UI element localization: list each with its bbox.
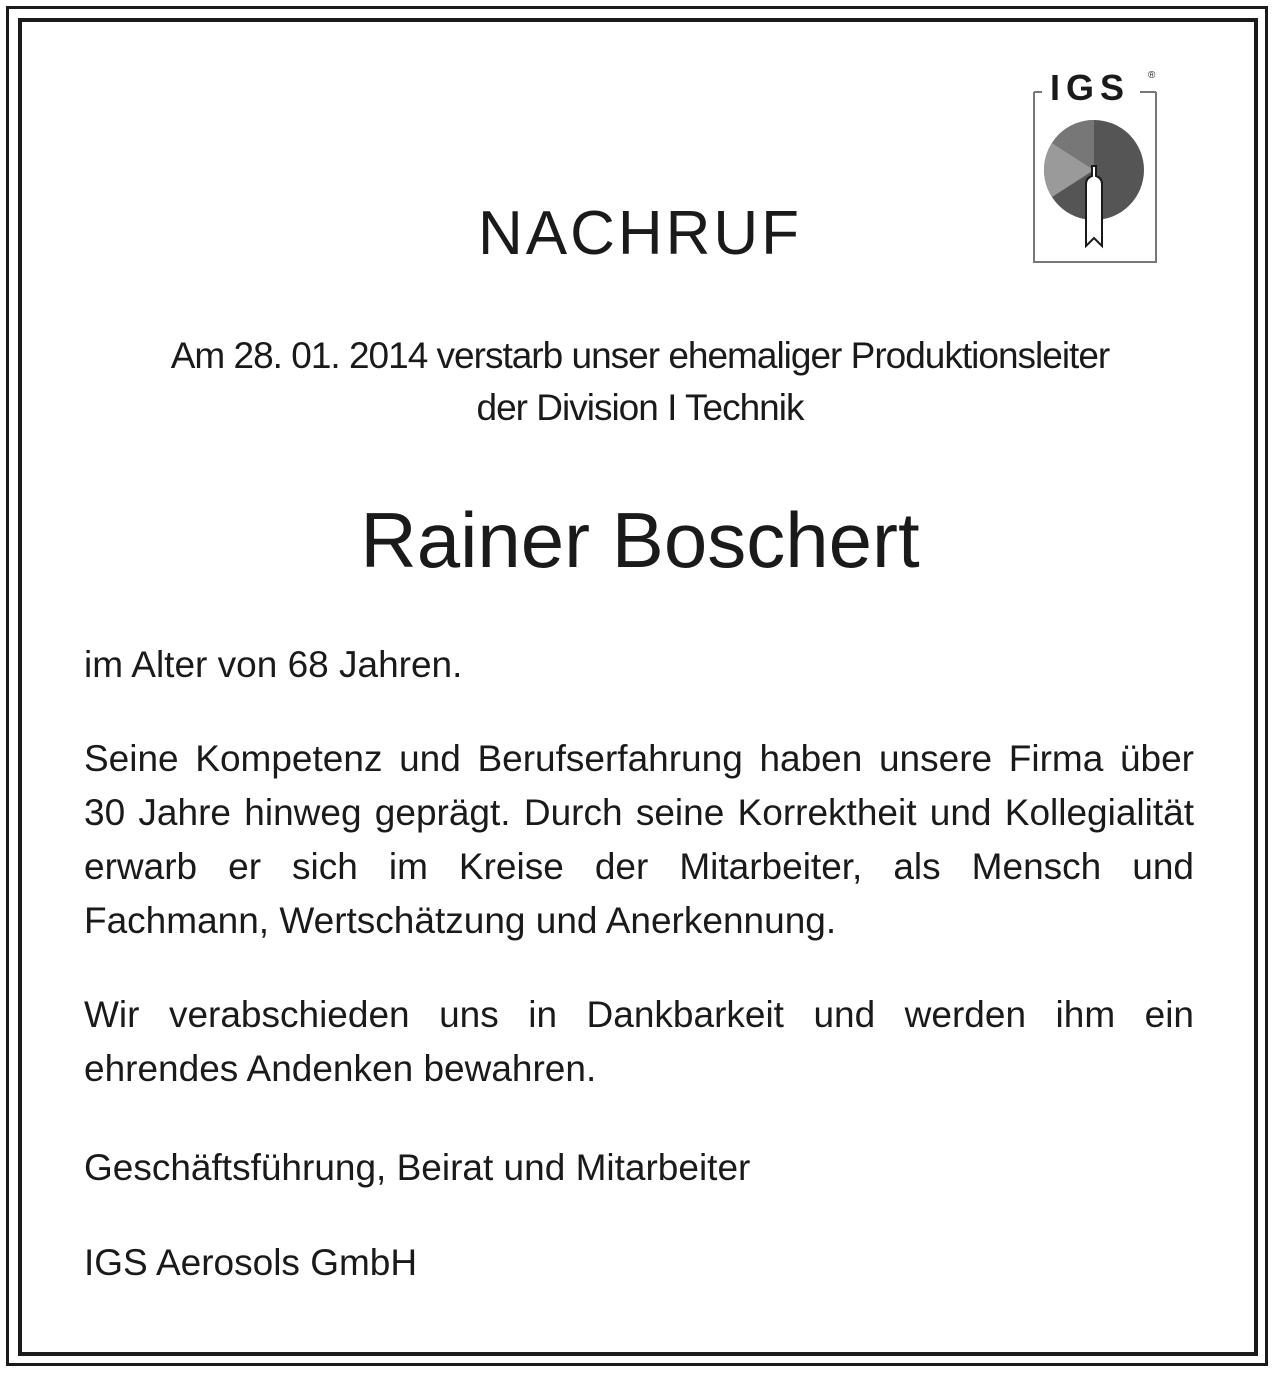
page-title: NACHRUF (477, 199, 803, 268)
registered-mark: ® (1148, 70, 1156, 81)
signers-line: Geschäftsführung, Beirat und Mitarbeiter (84, 1147, 751, 1188)
age-line: im Alter von 68 Jahren. (84, 644, 463, 685)
farewell-paragraph: Wir verabschieden uns in Dankbarkeit und werden ihm ein ehrendes Andenken bewahren. (84, 994, 1194, 1089)
intro-line-1: Am 28. 01. 2014 verstarb unser ehemaliger Produktionsleiter (170, 335, 1110, 376)
logo-text: IGS (1049, 67, 1131, 108)
intro-line-2: der Division I Technik (476, 387, 804, 428)
company-name: IGS Aerosols GmbH (84, 1242, 418, 1283)
deceased-name: Rainer Boschert (360, 496, 920, 584)
intro-text (0, 330, 1280, 434)
tribute-paragraph: Seine Kompetenz und Berufserfahrung haben unsere Firma über 30 Jahre hinweg geprägt. Durch seine Korrektheit und Kollegialität erwarb er sich im Kreise der Mitarbeiter, als Mensch und Fachmann, Wertschätzung und Anerkennung. (84, 738, 1194, 941)
